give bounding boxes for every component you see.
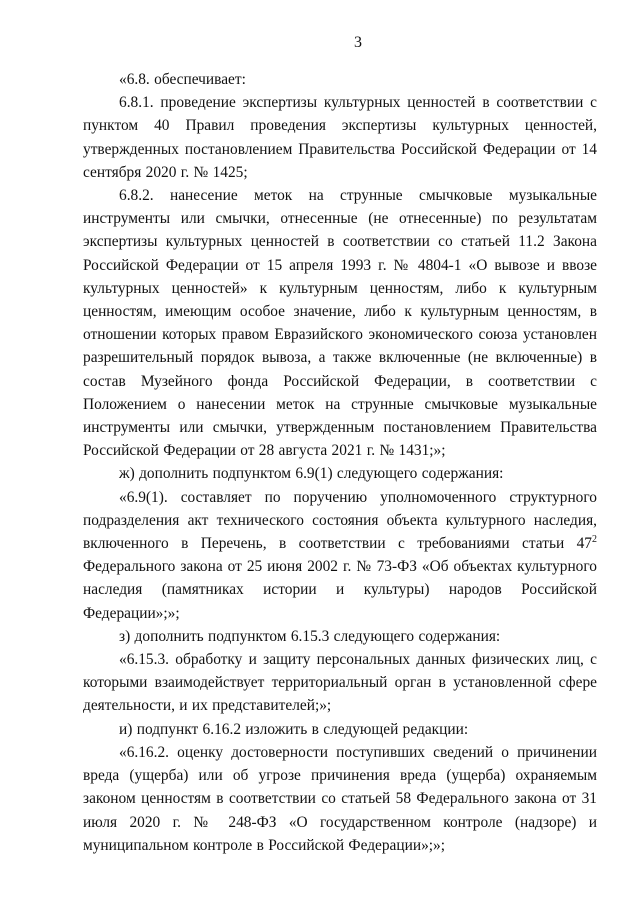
page-number: 3: [354, 34, 362, 51]
paragraph-6-8-2: 6.8.2. нанесение меток на струнные смычковые музыкальные инструменты или смычки, отнесенные (не отнесенные) по результатам экспертизы культурных ценностей в соответствии со статьей 11.2 Закона Российской Федерации от 15 апреля 1993 г. № 4804-1 «О вывозе и ввозе культурных ценностей» к культурным ценностям, либо к культурным ценностям, имеющим особое значение, либо к культурным ценностям, в отношении которых правом Евразийского экономического союза установлен разрешительный порядок вывоза, а также включенные (не включенные) в состав Музейного фонда Российской Федерации, в соответствии с Положением о нанесении меток на струнные смычковые музыкальные инструменты или смычки, утвержденным постановлением Правительства Российской Федерации от 28 августа 2021 г. № 1431;»;: [83, 187, 597, 460]
document-body: [83, 68, 597, 857]
superscript-2: 2: [592, 534, 597, 546]
paragraph-item-i: и) подпункт 6.16.2 изложить в следующей редакции:: [119, 720, 469, 738]
paragraph-item-zh: ж) дополнить подпунктом 6.9(1) следующего содержания:: [119, 465, 504, 483]
paragraph-6-8-1: 6.8.1. проведение экспертизы культурных ценностей в соответствии с пунктом 40 Правил проведения экспертизы культурных ценностей, утвержденных постановлением Правительства Российской Федерации от 14 сентября 2020 г. № 1425;: [83, 94, 597, 181]
paragraph-6-9-1: [83, 486, 597, 625]
paragraph-6-9-1-text-after: Федерального закона от 25 июня 2002 г. № 73-ФЗ «Об объектах культурного наследия (памятниках истории и культуры) народов Российской Федерации»;»;: [83, 558, 597, 622]
paragraph-6-9-1-text-before: «6.9(1). составляет по поручению уполномоченного структурного подразделения акт технического состояния объекта культурного наследия, включенного в Перечень, в соответствии с требованиями статьи 47: [83, 488, 597, 553]
paragraph-6-8: «6.8. обеспечивает:: [119, 71, 246, 88]
paragraph-6-16-2: «6.16.2. оценку достоверности поступивших сведений о причинении вреда (ущерба) или об угрозе причинения вреда (ущерба) охраняемым законом ценностям в соответствии со статьей 58 Федерального закона от 31 июля 2020 г. № 248-ФЗ «О государственном контроле (надзоре) и муниципальном контроле в Российской Федерации»;»;: [83, 743, 597, 854]
paragraph-6-15-3: «6.15.3. обработку и защиту персональных данных физических лиц, с которыми взаимодействует территориальный орган в установленной сфере деятельности, и их представителей;»;: [83, 651, 597, 715]
paragraph-item-z: з) дополнить подпунктом 6.15.3 следующего содержания:: [119, 627, 501, 645]
